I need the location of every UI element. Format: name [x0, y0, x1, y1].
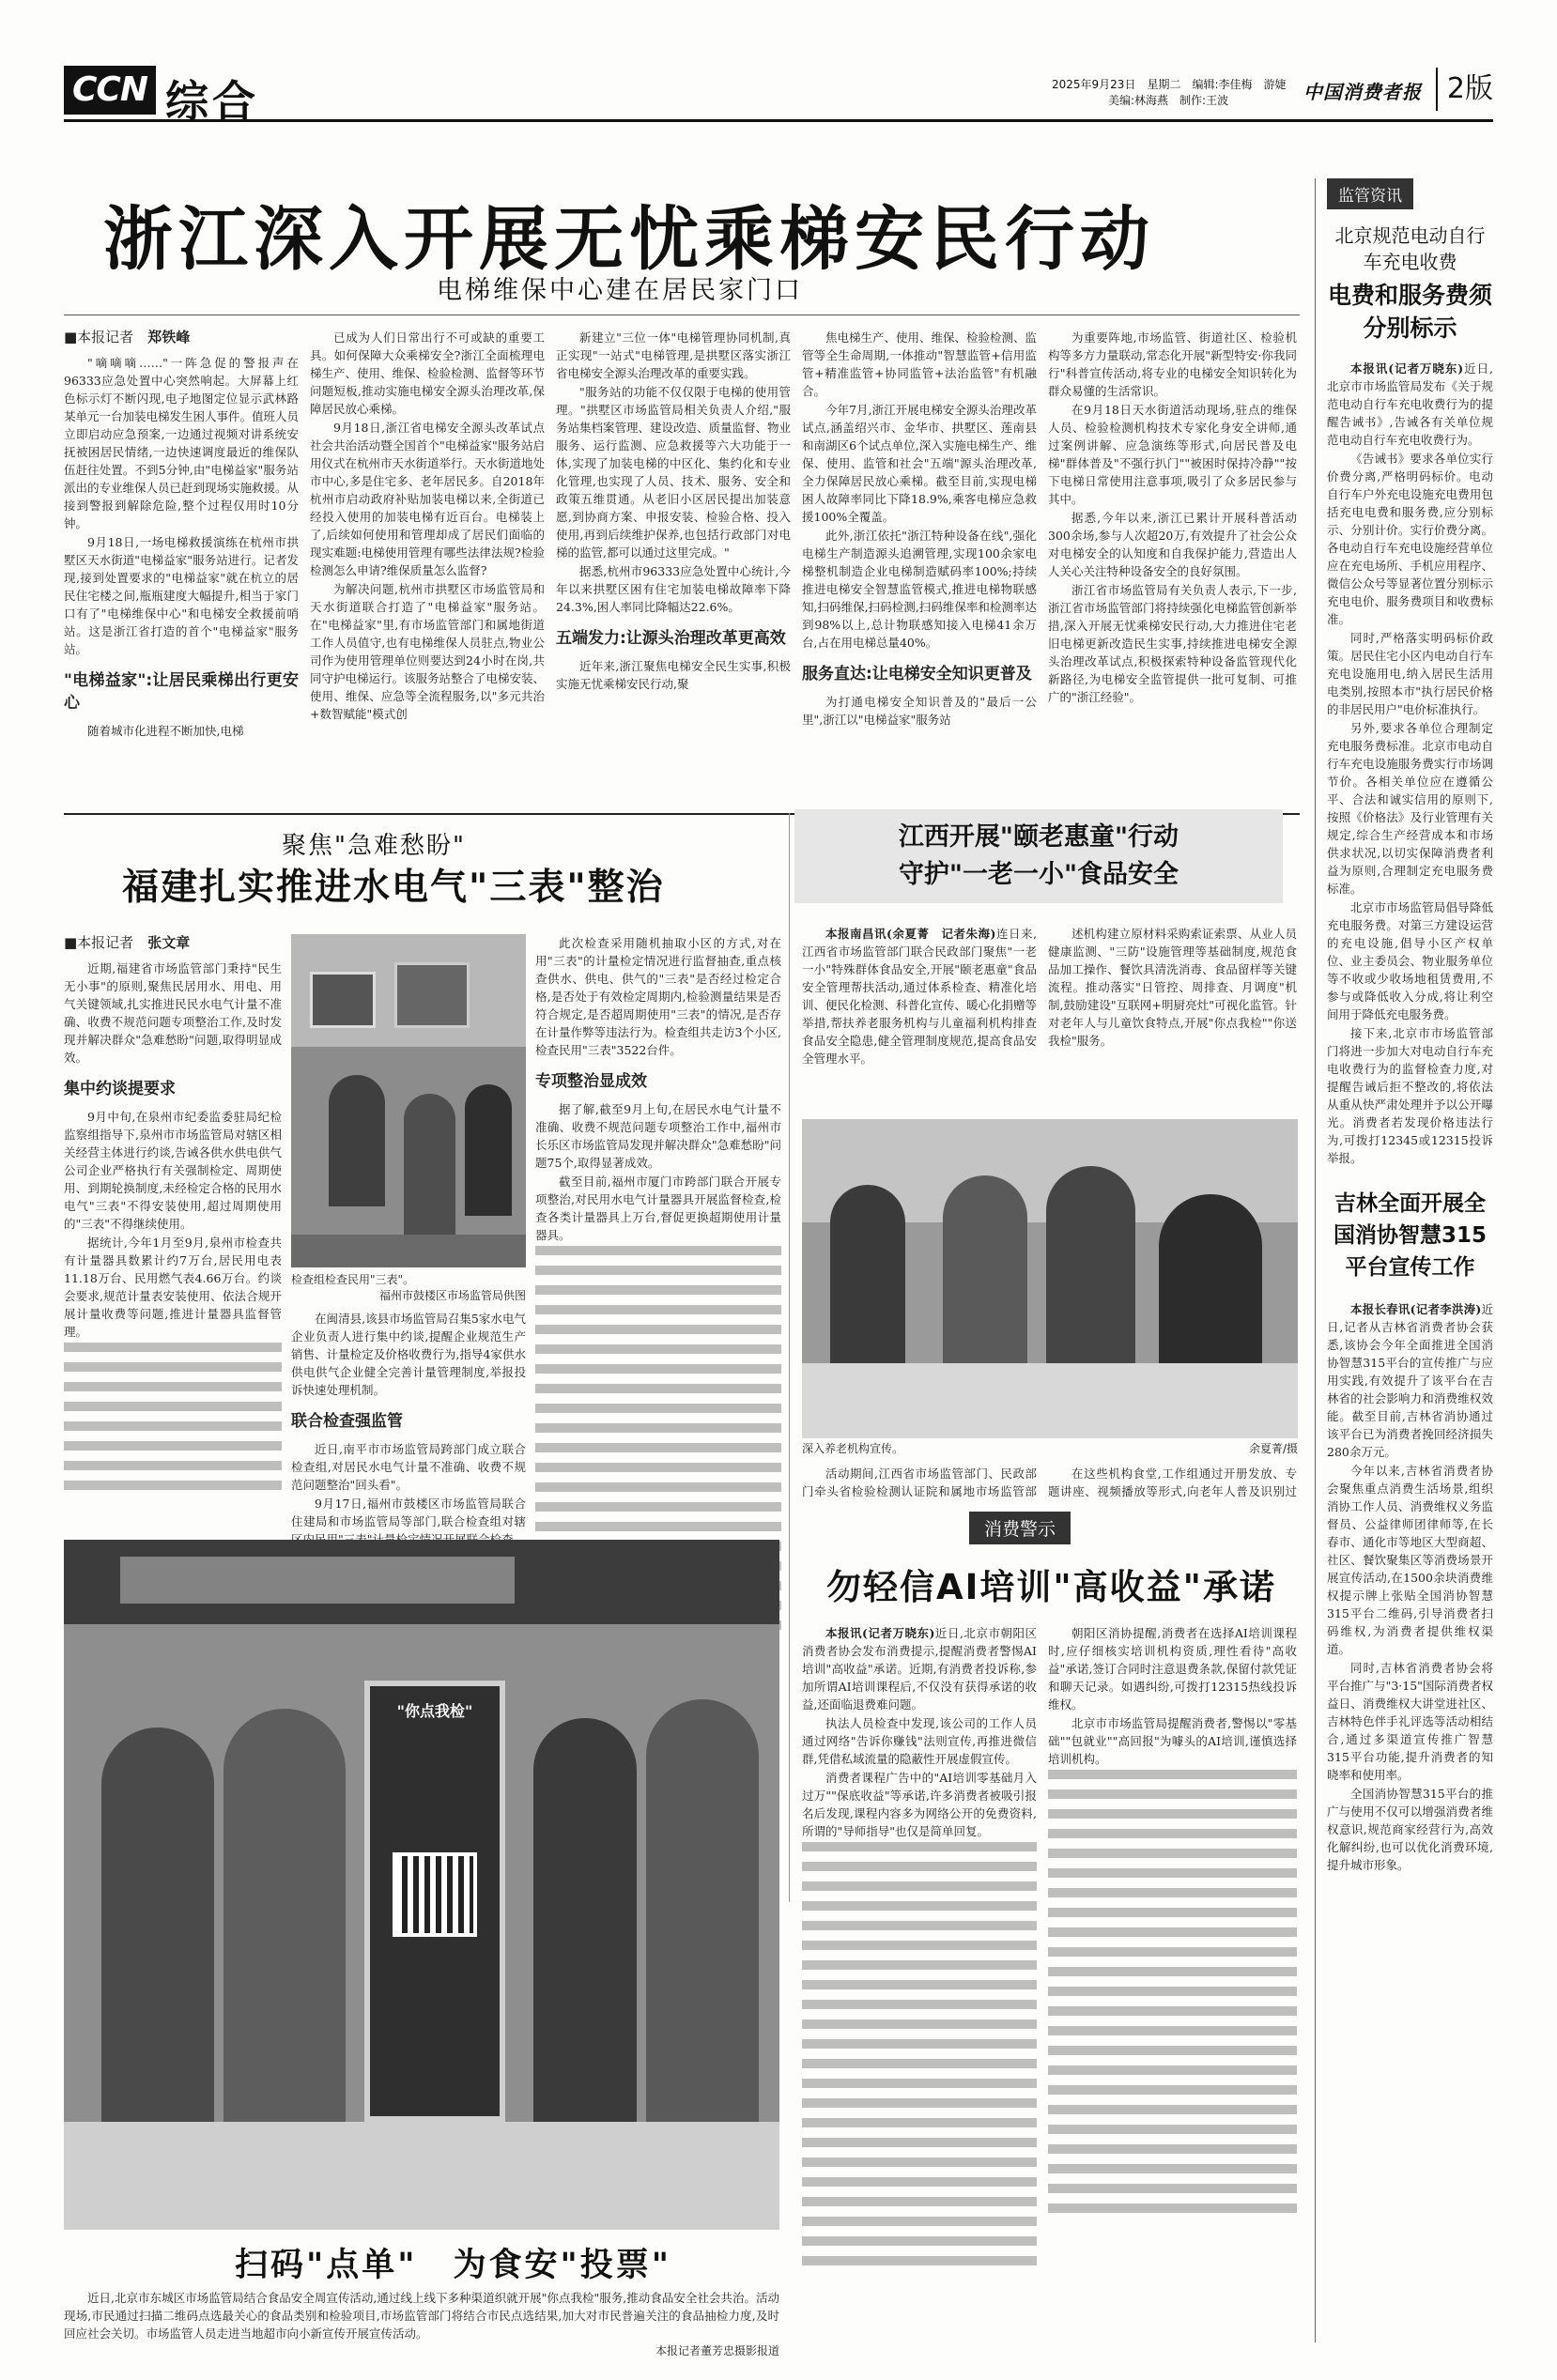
paragraph: 同时,严格落实明码标价政策。居民住宅小区内电动自行车充电设施用电,纳入居民生活用电类别,按照本市"执行居民价格的非居民用户"电价标准执行。	[1327, 631, 1493, 716]
text-filler	[1048, 1829, 1297, 1847]
text-filler	[802, 2256, 1037, 2274]
story3-byline: 本报南昌讯(余夏菁 记者朱海)	[825, 927, 996, 941]
story1-subhead-3: 服务直达:让电梯安全知识更普及	[802, 665, 1032, 683]
photo-credit: 余夏菁/摄	[1248, 1442, 1298, 1455]
paragraph-text: 连日来,江西省市场监管部门联合民政部门聚焦"一老一小"特殊群体食品安全,开展"颐老惠童"食品安全管理帮扶活动,通过体系检查、精准化培训、便民化检测、科普化宣传、暖心化捐赠等举措,帮扶养老服务机构与儿童福利机构排查食品安全隐患,健全管理制度规范,提高食品安全管理水平。	[802, 927, 1037, 1066]
paragraph: 全国消协智慧315平台的推广与使用不仅可以增强消费者维权意识,规范商家经营行为,高效化解纠纷,也可以优化消费环境,提升城市形象。	[1327, 1787, 1493, 1872]
paragraph: 9月中旬,在泉州市纪委监委驻局纪检监察组指导下,泉州市市场监管局对辖区相关经营主体进行约谈,告诫各供水供电供气公司企业严格执行有关强制检定、周期使用、到期轮换制度,未经检定合格的民用水电气"三表"不得安装使用,超过周期使用的"三表"不得继续使用。	[64, 1110, 282, 1231]
photo-credit: 本报记者董芳忠摄影报道	[655, 2344, 779, 2357]
text-filler	[802, 1901, 1037, 1919]
paragraph: 据悉,杭州市96333应急处置中心统计,今年以来拱墅区困有住宅加装电梯故障率下降24.3%,困人率同比降幅达22.6%。	[556, 564, 791, 614]
headline-line-1: 江西开展"颐老惠童"行动	[898, 822, 1179, 852]
text-filler	[64, 1362, 282, 1380]
text-filler	[802, 2138, 1037, 2156]
paragraph: 另外,要求各单位合理制定充电服务费标准。北京市电动自行车充电设施服务费实行市场调节价。各相关单位应在遵循公平、合法和诚实信用的原则下,按照《价格法》及行业管理有关规定,综合生产经营成本和市场供求状况,以切实保障消费者利益为原则,合理制定充电服务费标准。	[1327, 721, 1493, 896]
paragraph: 新建立"三位一体"电梯管理协同机制,真正实现"一站式"电梯管理,是拱墅区落实浙江省电梯安全源头治理改革的重要实践。	[556, 330, 791, 380]
text-filler	[1048, 2046, 1297, 2064]
story1-col3	[556, 329, 791, 807]
paragraph-text: 近日,北京市市场监管局发布《关于规范电动自行车充电收费行为的提醒告诫书》,告诫各有关单位规范电动自行车充电收费行为。	[1327, 361, 1493, 447]
story1-subhead-1: "电梯益家":让居民乘梯出行更安心	[64, 671, 299, 713]
text-filler	[802, 1881, 1037, 1899]
story2-byline	[64, 934, 282, 952]
text-filler	[802, 1921, 1037, 1939]
paragraph: 9月18日,一场电梯救援演练在杭州市拱墅区天水街道"电梯益家"服务站进行。记者发现,接到处置要求的"电梯益家"就在杭立的居民住宅楼之间,瓶瓶建度大幅提升,相当于家门口有了"电梯维保中心"和电梯安全救援前哨站。这是浙江省打造的首个"电梯益家"服务站。	[64, 535, 299, 656]
paragraph: 今年以来,吉林省消费者协会聚焦重点消费生活场景,组织消协工作人员、消费维权义务监督员、公益律师团律师等,在长春市、通化市等地区大型商超、社区、餐饮聚集区等消费场景开展宣传活动,在1500余块消费维权提示牌上张贴全国消协智慧315平台二维码,引导消费者扫码维权,为消费者提供维权渠道。	[1327, 1464, 1493, 1656]
text-filler	[535, 1344, 781, 1362]
paragraph: 朝阳区消协提醒,消费者在选择AI培训课程时,应仔细核实培训机构资质,理性看待"高收益"承诺,签订合同时注意退费条款,保留付款凭证和聊天记录。如遇纠纷,可拨打12315热线投诉维权。	[1048, 1626, 1297, 1712]
paragraph: 在9月18日天水街道活动现场,驻点的维保人员、检验检测机构技术专家化身安全讲师,通过案例讲解、应急演练等形式,向居民普及电梯"群体普及"不强行扒门""被困时保持冷静""按下电梯日常使用注意事项,吸引了众多居民参与其中。	[1048, 403, 1297, 506]
paragraph: 据统计,今年1月至9月,泉州市检查共有计量器具数累计约7万台,居民用电表11.18万台、民用燃气表4.66万台。约谈会要求,规范计量表安装使用、依法合规开展计量收费等问题,推进计量器具监督管理。	[64, 1236, 282, 1339]
story3-col2	[1048, 925, 1297, 1108]
story2-subhead-1: 集中约谈提要求	[64, 1080, 176, 1098]
paragraph: 截至目前,福州市厦门市跨部门联合开展专项整治,对民用水电气计量器具开展监督检查,检查各类计量器具上万台,督促更换超期使用计量器具。	[535, 1175, 781, 1242]
text-filler	[1048, 1927, 1297, 1945]
story5-photo	[64, 1540, 779, 2230]
photo-credit: 福州市鼓楼区市场监管局供图	[378, 1289, 526, 1302]
text-filler	[1048, 1908, 1297, 1926]
story1-headline: 浙江深入开展无忧乘梯安民行动	[103, 199, 1155, 280]
story1-col2	[310, 329, 545, 807]
story5-headline: 扫码"点单" 为食安"投票"	[235, 2247, 671, 2284]
staff-line: 美编:林海燕 制作:王波	[1108, 94, 1229, 107]
paragraph	[1327, 1300, 1493, 1461]
caption-text: 深入养老机构宣传。	[802, 1442, 904, 1455]
text-filler	[535, 1522, 781, 1540]
qr-code	[393, 1852, 477, 1937]
byline-label: ■本报记者	[64, 329, 134, 345]
text-filler	[802, 1980, 1037, 1998]
text-filler	[64, 1382, 282, 1400]
story3-col4	[1048, 1465, 1297, 1502]
column-divider	[789, 813, 790, 1902]
paragraph: 今年7月,浙江开展电梯安全源头治理改革试点,涵盖绍兴市、金华市、拱墅区、莲南县和南湖区6个试点单位,深入实施电梯生产、维保、使用、监管和社会"五端"源头治理改革,全力保障居民放心乘梯。截至目前,实现电梯困人故障率同比下降18.9%,乘客电梯应急救援100%全覆盖。	[802, 403, 1037, 524]
text-filler	[1048, 1770, 1297, 1788]
text-filler	[1048, 2105, 1297, 2123]
text-filler	[1048, 2184, 1297, 2202]
story2-kicker: 聚焦"急难愁盼"	[282, 832, 466, 860]
story2-subhead-3: 专项整治显成效	[535, 1072, 647, 1091]
story1-col4	[802, 329, 1037, 807]
story1-subtitle: 电梯维保中心建在居民家门口	[437, 276, 803, 305]
caption-text: 近日,北京市东城区市场监管局结合食品安全周宣传活动,通过线上线下多种渠道织就开展"你点我检"服务,推动食品安全社会共治。活动现场,市民通过扫描二维码点选最关心的食品类别和检验项目,市场监管部门将结合市民点选结果,加大对市民普遍关注的食品抽检力度,及时回应社会关切。市场监管人员走进当地超市向小新宣传开展宣传活动。	[64, 2291, 779, 2341]
text-filler	[64, 1461, 282, 1479]
right-column-tag: 监管资讯	[1327, 178, 1413, 209]
paragraph: 随着城市化进程不断加快,电梯	[87, 724, 244, 738]
text-filler	[1048, 2125, 1297, 2142]
story1-col5	[1048, 329, 1297, 807]
text-filler	[802, 2197, 1037, 2215]
text-filler	[802, 2098, 1037, 2116]
right-story1-body	[1327, 360, 1493, 1167]
poster-title: "你点我检"	[396, 1702, 473, 1720]
paragraph: 北京市市场监管局提醒消费者,警惕以"零基础""包就业""高回报"为噱头的AI培训,谨慎选择培训机构。	[1048, 1716, 1297, 1766]
text-filler	[802, 1842, 1037, 1860]
text-filler	[802, 2157, 1037, 2175]
section-name: 综合	[165, 76, 259, 127]
right-story2-byline: 本报长春讯(记者李洪涛)	[1350, 1302, 1482, 1316]
text-filler	[64, 1441, 282, 1459]
text-filler	[1048, 2144, 1297, 2162]
paragraph: 活动期间,江西省市场监管部门、民政部门牵头省检验检测认证院和属地市场监管部	[802, 1466, 1037, 1498]
paragraph: 已成为人们日常出行不可或缺的重要工具。如何保障大众乘梯安全?浙江全面梳理电梯生产、使用、维保、检验检测、监督等环节问题短板,推动实施电梯安全源头治理改革,保障居民放心乘梯。	[310, 330, 545, 416]
paragraph: 9月17日,福州市鼓楼区市场监管局联合住建局和市场监管局等部门,联合检查组对辖	[291, 1497, 526, 1528]
issue-meta	[1052, 77, 1287, 109]
text-filler	[535, 1482, 781, 1500]
story5-caption	[64, 2289, 779, 2360]
paragraph: 同时,吉林省消费者协会将平台推广与"3·15"国际消费者权益日、消费维权大讲堂进社区、吉林特色伴手礼评选等活动相结合,通过多渠道宣传推广智慧315平台功能,提升消费者的知晓率和使用率。	[1327, 1661, 1493, 1782]
text-filler	[802, 1941, 1037, 1958]
byline-label: ■本报记者	[64, 934, 134, 951]
paragraph: 《告诫书》要求各单位实行价费分离,严格明码标价。电动自行车户外充电设施充电费用包括充电电费和服务费,应分别标示、分别计价。实行价费分离。各电动自行车充电设施经营单位应在充电场所、手机应用程序、微信公众号等显著位置分别标示充电电价、服务费项目和收费标准。	[1327, 452, 1493, 626]
paragraph: "嘀嘀嘀……"一阵急促的警报声在96333应急处置中心突然响起。大屏幕上红色标示灯不断闪现,电子地图定位显示武林路某单元一台加装电梯发生困人事件。值班人员立即启动应急预案,一边通过视频对讲系统安抚被困居民情绪,一边快速调度最近的维保队伍赶往处置。不到5分钟,由"电梯益家"服务站派出的专业维保人员已赶到现场实施救援。从接到警报到解除危险,整个过程仅用时10分钟。	[64, 356, 299, 530]
paragraph: 据悉,今年以来,浙江已累计开展科普活动300余场,参与人次超20万,有效提升了社会公众对电梯安全的认知度和自我保护能力,营造出人人关心关注特种设备安全的良好氛围。	[1048, 511, 1297, 578]
story3-col1	[802, 925, 1037, 1108]
story1-subhead-2: 五端发力:让源头治理改革更高效	[556, 629, 786, 648]
headline-line-2: 守护"一老一小"食品安全	[898, 860, 1179, 889]
text-filler	[535, 1246, 781, 1264]
story4-col2	[1048, 1624, 1297, 2366]
paragraph: 接下来,北京市市场监管部门将进一步加大对电动自行车充电收费行为的监督检查力度,对提醒告诫后拒不整改的,将依法从重从快严肃处理并予以公开曝光。消费者若发现价格违法行为,可拨打12345或12315投诉举报。	[1327, 1026, 1493, 1165]
story2-photo	[291, 934, 526, 1267]
story4-col1	[802, 1624, 1037, 2366]
story2-photo-caption	[291, 1272, 526, 1304]
story3-photo-caption	[802, 1441, 1298, 1457]
page-number: 2版	[1436, 68, 1493, 111]
text-filler	[802, 2118, 1037, 2136]
story1-byline	[64, 329, 299, 346]
paragraph: 为解决问题,杭州市拱墅区市场监管局和天水街道联合打造了"电梯益家"服务站。在"电梯益家"里,有市场监管部门和属地街道工作人员值守,也有电梯维保人员驻点,物业公司作为使用管理单位则要达到24小时在岗,共同守护电梯运行。该服务站整合了电梯安装、使用、维保、应急等全流程服务,以"多元共治+数智赋能"模式创	[310, 582, 545, 721]
story3-photo	[802, 1119, 1298, 1438]
story4-headline: 勿轻信AI培训"高收益"承诺	[826, 1567, 1276, 1607]
byline-name: 张文章	[147, 934, 191, 951]
story2-subhead-2: 联合检查强监管	[291, 1412, 403, 1431]
text-filler	[1048, 1967, 1297, 1985]
text-filler	[1048, 1849, 1297, 1866]
text-filler	[1048, 1987, 1297, 2004]
text-filler	[535, 1463, 781, 1481]
text-filler	[802, 2000, 1037, 2018]
ccn-logo: CCN	[64, 66, 156, 115]
text-filler	[64, 1481, 282, 1498]
text-filler	[802, 1862, 1037, 1880]
paragraph: 此次检查采用随机抽取小区的方式,对在用"三表"的计量检定情况进行监督抽查,重点核查供水、供电、供气的"三表"是否经过检定合格,是否处于有效检定周期内,检验测量结果是否符合规定,是否超周期使用"三表"的情况,是否存在计量作弊等违法行为。检查组共走访3个小区,检查民用"三表"3522台件。	[535, 936, 781, 1057]
text-filler	[802, 2039, 1037, 2057]
byline-name: 郑铁峰	[147, 329, 191, 345]
right-story1-subtitle: 北京规范电动自行车充电收费	[1334, 224, 1486, 273]
text-filler	[535, 1502, 781, 1520]
text-filler	[535, 1404, 781, 1421]
paragraph: 浙江省市场监管局有关负责人表示,下一步,浙江省市场监管部门将持续强化电梯监管创新举措,深入开展无忧乘梯安民行动,大力推进住宅老旧电梯更新改造民生实事,持续推进电梯安全源头治理改革试点,积极探索特种设备监管现代化新路径,为电梯安全监管提供一批可复制、可推广的"浙江经验"。	[1048, 583, 1297, 704]
text-filler	[535, 1443, 781, 1461]
text-filler	[1048, 1888, 1297, 1906]
text-filler	[535, 1384, 781, 1402]
paragraph: 此外,浙江依托"浙江特种设备在线",强化电梯生产制造源头追溯管理,实现100余家电梯整机制造企业电梯制造赋码率100%;持续推进电梯安全智慧监管模式,推进电梯物联感知,扫码维保,扫码检测,扫码维保率和检测率达到98%以上,总计物联感知接入电梯41余万台,占在用电梯总量40%。	[802, 529, 1037, 650]
text-filler	[1048, 2203, 1297, 2221]
paragraph: 为打通电梯安全知识普及的"最后一公里",浙江以"电梯益家"服务站	[802, 695, 1037, 727]
paragraph: 执法人员检查中发现,该公司的工作人员通过网络"告诉你赚钱"法则宣传,再推进微信群,凭借私域流量的隐蔽性开展虚假宣传。	[802, 1716, 1037, 1766]
text-filler	[802, 2217, 1037, 2234]
story4-byline: 本报讯(记者万晓东)	[825, 1626, 935, 1640]
story2-headline: 福建扎实推进水电气"三表"整治	[122, 867, 665, 909]
text-filler	[802, 2177, 1037, 2195]
paragraph: 近年来,浙江聚焦电梯安全民生实事,积极实施无忧乘梯安民行动,聚	[556, 659, 791, 691]
paragraph: 在闽清县,该县市场监管局召集5家水电气企业负责人进行集中约谈,提醒企业规范生产销售、计量检定及价格收费行为,指导4家供水供电供气企业健全完善计量管理制度,举报投诉快速处理机制。	[291, 1312, 526, 1397]
story4-tag: 消费警示	[969, 1512, 1071, 1544]
text-filler	[802, 2079, 1037, 2096]
caption-text: 检查组检查民用"三表"。	[291, 1273, 415, 1286]
text-filler	[802, 2019, 1037, 2037]
right-column	[1315, 178, 1493, 2342]
paragraph: 据了解,截至9月上旬,在居民水电气计量不准确、收费不规范问题专项整治工作中,福州市长乐区市场监管局发现并解决群众"急难愁盼"问题75个,取得显著成效。	[535, 1102, 781, 1170]
paragraph-text: 近日,记者从吉林省消费者协会获悉,该协会今年全面推进全国消协智慧315平台的宣传推广与应用实践,有效提升了该平台在吉林省的社会影响力和消费维权效能。截至目前,吉林省消协通过该平台已为消费者挽回经济损失280余万元。	[1327, 1302, 1493, 1459]
text-filler	[1048, 2085, 1297, 2103]
text-filler	[1048, 1809, 1297, 1827]
text-filler	[1048, 1789, 1297, 1807]
paragraph: 消费者课程广告中的"AI培训零基础月入过万""保底收益"等承诺,许多消费者被吸引报名后发现,课程内容多为网络公开的免费资料,所谓的"导师指导"也仅是简单回复。	[802, 1771, 1037, 1838]
paragraph: 北京市市场监管局倡导降低充电服务费。对第三方建设运营的充电设施,倡导小区产权单位、业主委员会、物业服务单位等不收或少收场地租赁费用,不参与或降低收入分成,将让利空间用于降低充电服务费。	[1327, 900, 1493, 1021]
paragraph: 9月18日,浙江省电梯安全源头改革试点社会共治活动暨全国首个"电梯益家"服务站启用仪式在杭州市天水街道举行。天水街道地处市中心,多是住宅多、老年居民多。自2018年杭州市启动政府补贴加装电梯以来,全街道已经投入使用的加装电梯有近百台。电梯装上了,后续如何使用和管理却成了居民们面临的现实难题:电梯使用管理有哪些法律法规?检验检测怎么申请?维保质量怎么监督?	[310, 421, 545, 577]
text-filler	[535, 1305, 781, 1323]
text-filler	[535, 1325, 781, 1343]
text-filler	[802, 2236, 1037, 2254]
right-story2-body	[1327, 1300, 1493, 1958]
paragraph: 近期,福建省市场监管部门秉持"民生无小事"的原则,聚焦民居用水、用电、用气关键领域,扎实推进民民水电气计量不准确、收费不规范问题专项整治工作,及时发现并解决群众"急难愁盼"问题,取得明显成效。	[64, 961, 282, 1065]
text-filler	[1048, 1947, 1297, 1965]
text-filler	[1048, 2065, 1297, 2083]
text-filler	[535, 1364, 781, 1382]
text-filler	[535, 1423, 781, 1441]
text-filler	[802, 1960, 1037, 1978]
text-filler	[64, 1402, 282, 1420]
right-story2-headline: 吉林全面开展全国消协智慧315平台宣传工作	[1333, 1191, 1487, 1280]
text-filler	[1048, 1868, 1297, 1886]
text-filler	[1048, 2006, 1297, 2024]
masthead	[64, 66, 1493, 127]
paragraph: 为重要阵地,市场监管、街道社区、检验机构等多方力量联动,常态化开展"新型特安·你我同行"科普宣传活动,将专业的电梯安全知识转化为群众易懂的生活常识。	[1048, 330, 1297, 398]
text-filler	[1048, 2164, 1297, 2182]
story3-headline-box	[794, 809, 1283, 903]
story3-col3	[802, 1465, 1037, 1502]
paragraph: 述机构建立原材料采购索证索票、从业人员健康监测、"三防"设施管理等基础制度,规范食品加工操作、餐饮具清洗消毒、食品留样等关键流程。推动落实"日管控、周排查、月调度"机制,鼓励建设"互联网+明厨亮灶"可视化监管。针对老年人与儿童饮食特点,开展"你点我检""你送我检"服务。	[1048, 927, 1297, 1048]
story3-headline	[794, 819, 1283, 894]
paragraph	[802, 1624, 1037, 1713]
paragraph: 近日,南平市市场监管局跨部门成立联合检查组,对居民水电气计量不准确、收费不规范问题整治"回头看"。	[291, 1442, 526, 1492]
paper-name: 中国消费者报	[1303, 81, 1422, 103]
date-line: 2025年9月23日 星期二 编辑:李佳梅 游婕	[1052, 78, 1287, 91]
right-story1-byline: 本报讯(记者万晓东)	[1350, 361, 1464, 376]
text-filler	[64, 1421, 282, 1439]
text-filler	[1048, 2026, 1297, 2044]
paragraph	[1327, 360, 1493, 449]
story1-col1	[64, 329, 299, 807]
right-story1-headline: 电费和服务费须分别标示	[1327, 282, 1492, 342]
text-filler	[64, 1343, 282, 1360]
paragraph: 焦电梯生产、使用、维保、检验检测、监管等全生命周期,一体推动"智慧监管+信用监管+精准监管+协同监管+法治监管"有机融合。	[802, 330, 1037, 398]
paragraph: "服务站的功能不仅仅限于电梯的使用管理。"拱墅区市场监管局相关负责人介绍,"服务站集档案管理、建设改造、质量监督、物业服务、运行监测、应急救援等六大功能于一体,实现了加装电梯的中区化、集约化和专业化管理,也实现了人员、技术、服务、安全和政策五维贯通。从老旧小区居民提出加装意愿,到协商方案、申报安装、检验合格、投入使用,再到后续维护保养,也包括行政部门对电梯的监管,都可以通过这里完成。"	[556, 385, 791, 560]
paragraph-text: 近日,北京市朝阳区消费者协会发布消费提示,提醒消费者警惕AI培训"高收益"承诺。近期,有消费者投诉称,参加所谓AI培训课程后,不仅没有获得承诺的收益,还面临退费难问题。	[802, 1626, 1037, 1712]
paragraph: 在这些机构食堂,工作组通过开册发放、专题讲座、视频播放等形式,向老年人普及识别过	[1048, 1466, 1297, 1498]
paragraph	[802, 925, 1037, 1067]
text-filler	[535, 1285, 781, 1303]
text-filler	[802, 2059, 1037, 2077]
text-filler	[535, 1266, 781, 1283]
